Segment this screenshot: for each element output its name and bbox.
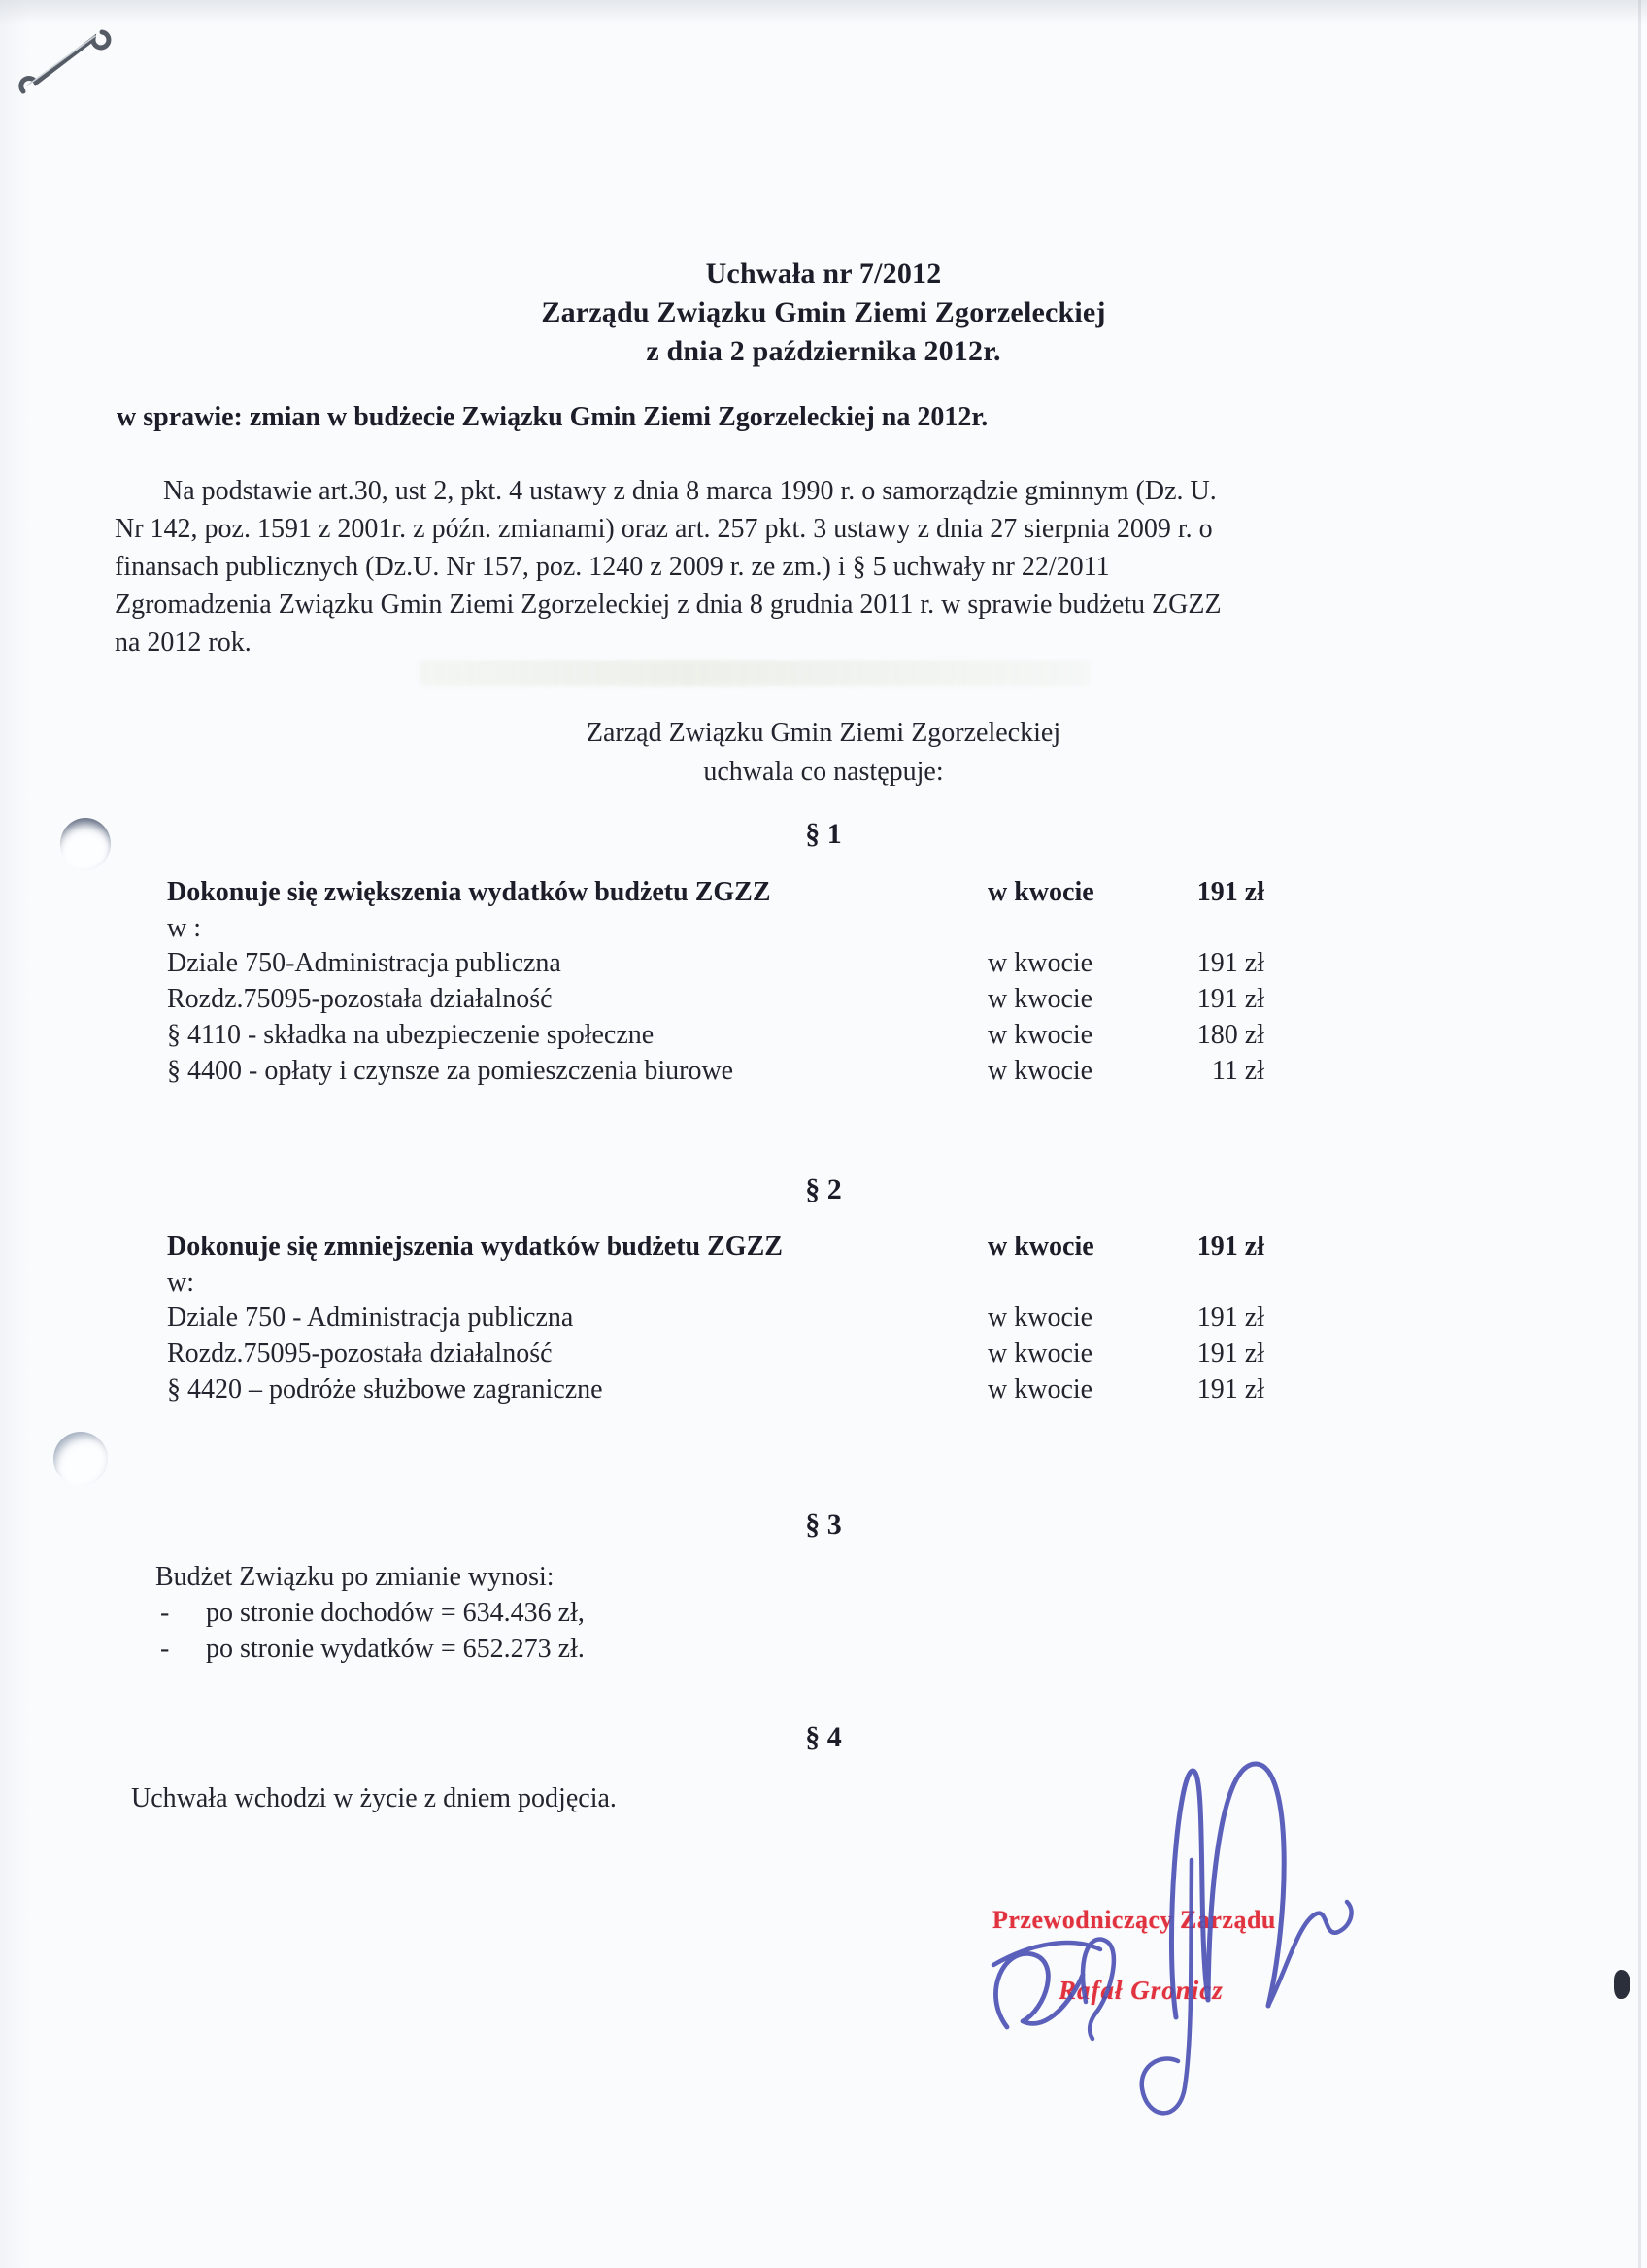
title-line-1: Uchwała nr 7/2012 (705, 257, 942, 289)
table-row (167, 984, 1264, 1020)
table-row (167, 1020, 1264, 1056)
table-row (167, 1303, 1264, 1338)
table-row (167, 877, 1264, 913)
document-title (0, 254, 1647, 371)
legal-basis-paragraph (115, 472, 1222, 661)
section-2-body (167, 1232, 1264, 1410)
row-amount: 191 zł (1196, 984, 1264, 1014)
table-row (167, 1338, 1264, 1374)
row-kwocie: w kwocie (988, 1020, 1093, 1050)
resolve-line-1: Zarząd Związku Gmin Ziemi Zgorzeleckiej (586, 718, 1061, 748)
row-label: § 4420 – podróże służbowe zagraniczne (167, 1374, 603, 1405)
legal-line: na 2012 rok. (115, 627, 252, 658)
bullet-text: po stronie wydatków = 652.273 zł. (206, 1634, 585, 1664)
row-label: Rozdz.75095-pozostała działalność (167, 984, 553, 1014)
section-4-text: Uchwała wchodzi w życie z dniem podjęcia. (131, 1783, 617, 1813)
row-label: Dziale 750-Administracja publiczna (167, 948, 561, 978)
row-label: Rozdz.75095-pozostała działalność (167, 1338, 553, 1369)
row-amount: 191 zł (1196, 1374, 1264, 1405)
list-item (155, 1595, 585, 1631)
hole-punch-icon (53, 1432, 108, 1486)
table-row (167, 1374, 1264, 1410)
bullet-dash: - (160, 1634, 170, 1664)
section-4-heading: § 4 (805, 1721, 842, 1753)
section-2-heading: § 2 (805, 1173, 842, 1205)
row-label: Dziale 750 - Administracja publiczna (167, 1303, 574, 1333)
row-amount: 180 zł (1196, 1020, 1264, 1050)
bullet-text: po stronie dochodów = 634.436 zł, (206, 1598, 585, 1628)
section-3-heading: § 3 (805, 1508, 842, 1540)
stamp-title: Przewodniczący Zarządu (992, 1906, 1276, 1934)
row-amount: 11 zł (1211, 1056, 1264, 1086)
title-line-3: z dnia 2 października 2012r. (646, 335, 1001, 367)
row-amount: 191 zł (1196, 1303, 1264, 1333)
table-row (167, 948, 1264, 984)
row-kwocie: w kwocie (988, 1056, 1093, 1086)
row-label: Dokonuje się zwiększenia wydatków budżetu ZGZZ (167, 877, 771, 907)
list-item (155, 1631, 585, 1667)
section-3-body (155, 1559, 585, 1667)
section-1-body (167, 877, 1264, 1092)
row-kwocie: w kwocie (988, 877, 1094, 907)
subject-line: w sprawie: zmian w budżecie Związku Gmin Ziemi Zgorzeleckiej na 2012r. (117, 402, 989, 432)
handwritten-signature (947, 1743, 1384, 2122)
row-label: § 4110 - składka na ubezpieczenie społeczne (167, 1020, 655, 1050)
row-amount: 191 zł (1196, 877, 1264, 907)
stamp-name: Rafał Gronicz (1059, 1976, 1224, 2005)
w-label: w : (167, 913, 201, 943)
w-label: w: (167, 1268, 194, 1298)
row-amount: 191 zł (1196, 948, 1264, 978)
section-1-heading: § 1 (805, 818, 842, 850)
paper-clip-icon (8, 8, 124, 105)
row-amount: 191 zł (1196, 1232, 1264, 1262)
row-label: Dokonuje się zmniejszenia wydatków budżetu ZGZZ (167, 1232, 783, 1262)
resolution-formula (0, 714, 1647, 792)
title-line-2: Zarządu Związku Gmin Ziemi Zgorzeleckiej (541, 296, 1106, 328)
row-kwocie: w kwocie (988, 1303, 1093, 1333)
ink-blot (1614, 1970, 1630, 1999)
legal-line: Na podstawie art.30, ust 2, pkt. 4 ustawy z dnia 8 marca 1990 r. o samorządzie gminnym (Dz. U. (163, 476, 1217, 506)
row-kwocie: w kwocie (988, 1232, 1094, 1262)
row-kwocie: w kwocie (988, 1374, 1093, 1405)
legal-line: Nr 142, poz. 1591 z 2001r. z późn. zmianami) oraz art. 257 pkt. 3 ustawy z dnia 27 sierpnia 2009 r. o (115, 514, 1213, 544)
row-amount: 191 zł (1196, 1338, 1264, 1369)
legal-line: finansach publicznych (Dz.U. Nr 157, poz. 1240 z 2009 r. ze zm.) i § 5 uchwały nr 22/2011 (115, 552, 1110, 582)
legal-line: Zgromadzenia Związku Gmin Ziemi Zgorzeleckiej z dnia 8 grudnia 2011 r. w sprawie budżetu ZGZZ (115, 590, 1222, 620)
row-kwocie: w kwocie (988, 984, 1093, 1014)
resolve-line-2: uchwala co następuje: (703, 757, 944, 787)
table-row (167, 1232, 1264, 1268)
bullet-dash: - (160, 1598, 170, 1628)
row-label: § 4400 - opłaty i czynsze za pomieszczenia biurowe (167, 1056, 734, 1086)
row-kwocie: w kwocie (988, 948, 1093, 978)
row-kwocie: w kwocie (988, 1338, 1093, 1369)
budget-intro: Budżet Związku po zmianie wynosi: (155, 1562, 555, 1592)
table-row (167, 1056, 1264, 1092)
scan-ghosting (420, 660, 1090, 686)
